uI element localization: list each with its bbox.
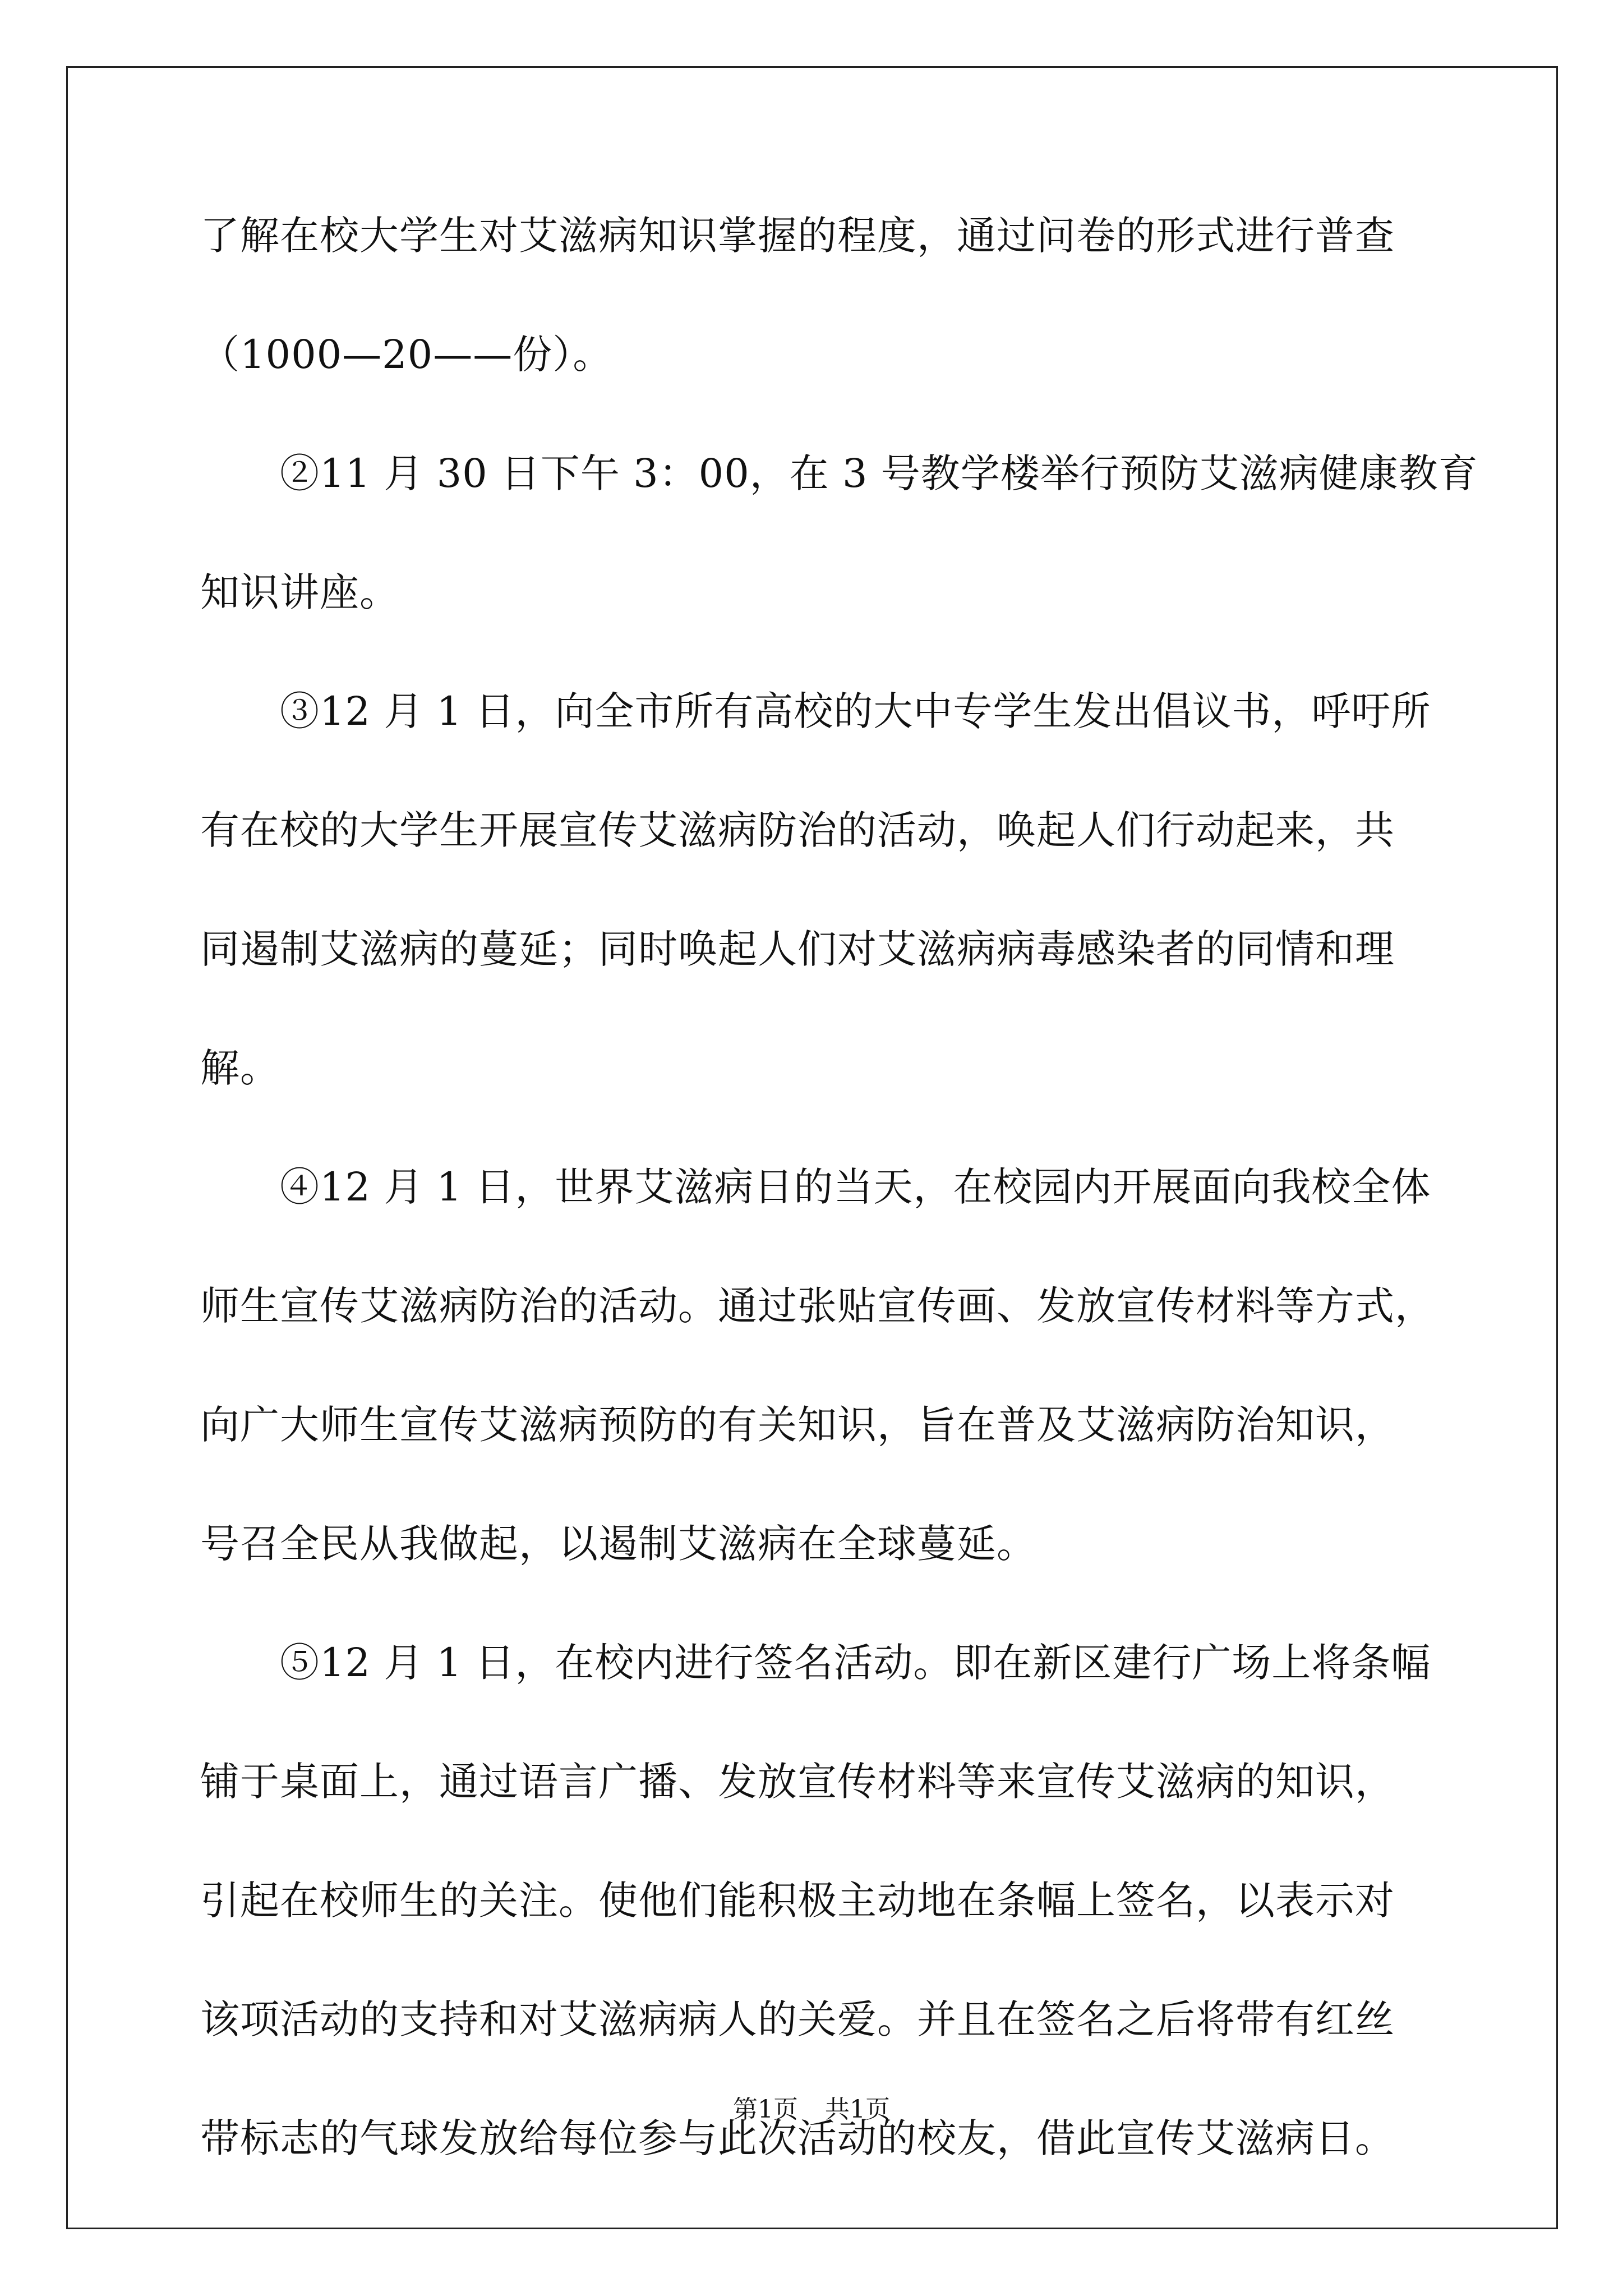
text-line: 师生宣传艾滋病防治的活动。通过张贴宣传画、发放宣传材料等方式， (200, 1283, 1435, 1329)
text-line: ③12 月 1 日，向全市所有高校的大中专学生发出倡议书，呼吁所 (280, 688, 1431, 734)
text-line: 引起在校师生的关注。使他们能积极主动地在条幅上签名，以表示对 (200, 1878, 1395, 1924)
text-line: 号召全民从我做起，以遏制艾滋病在全球蔓延。 (200, 1521, 1036, 1567)
page-number: 第1页 (733, 2095, 798, 2124)
text-line: 有在校的大学生开展宣传艾滋病防治的活动，唤起人们行动起来，共 (200, 807, 1395, 853)
text-line: （1000—20——份）。 (200, 332, 613, 378)
document-body (200, 213, 1478, 2238)
text-line: ②11 月 30 日下午 3：00，在 3 号教学楼举行预防艾滋病健康教育 (280, 450, 1478, 496)
page-total: 共1页 (825, 2095, 890, 2124)
text-line: 带标志的气球发放给每位参与此次活动的校友，借此宣传艾滋病日。 (200, 2115, 1395, 2161)
text-line: 了解在校大学生对艾滋病知识掌握的程度，通过问卷的形式进行普查 (200, 213, 1395, 259)
text-line: 向广大师生宣传艾滋病预防的有关知识，旨在普及艾滋病防治知识， (200, 1402, 1395, 1448)
text-line: 同遏制艾滋病的蔓延；同时唤起人们对艾滋病病毒感染者的同情和理 (200, 926, 1395, 972)
text-line: ⑤12 月 1 日，在校内进行签名活动。即在新区建行广场上将条幅 (280, 1640, 1431, 1686)
text-line: 该项活动的支持和对艾滋病病人的关爱。并且在签名之后将带有红丝 (200, 1996, 1395, 2042)
text-line: ④12 月 1 日，世界艾滋病日的当天，在校园内开展面向我校全体 (280, 1164, 1431, 1210)
page-footer (0, 2097, 1623, 2122)
text-line: 解。 (200, 1045, 280, 1091)
text-line: 知识讲座。 (200, 569, 399, 615)
text-line: 铺于桌面上，通过语言广播、发放宣传材料等来宣传艾滋病的知识， (200, 1759, 1395, 1805)
